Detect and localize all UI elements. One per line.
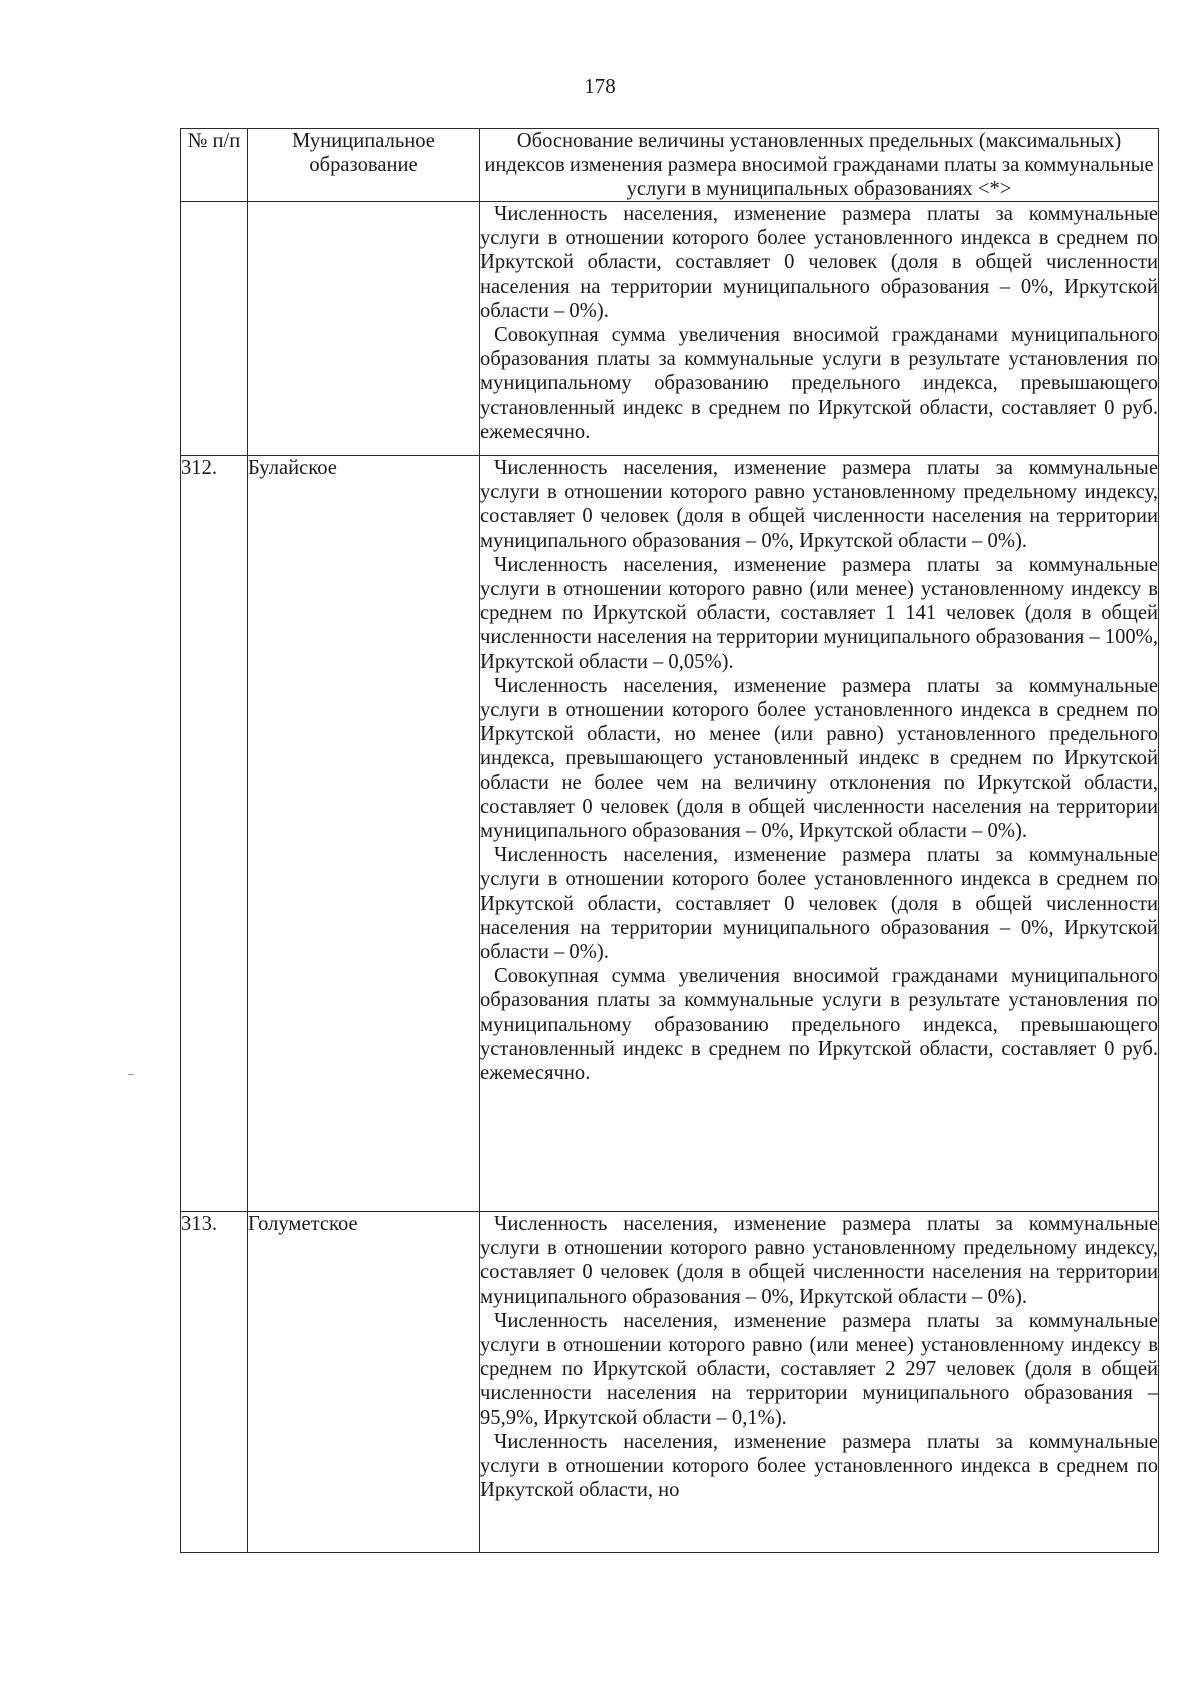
justification-paragraph: Численность населения, изменение размера платы за коммунальные услуги в отношении которого равно (или менее) установленному индексу в среднем по Иркутской области, составляет 2 297 человек (доля в общей численности населения на территории муниципального образования – 95,9%, Иркутской области – 0,1%). [480, 1309, 1158, 1429]
justification-paragraph: Численность населения, изменение размера платы за коммунальные услуги в отношении которого равно (или менее) установленному индексу в среднем по Иркутской области, составляет 1 141 человек (доля в общей численности населения на территории муниципального образования – 100%, Иркутской области – 0,05%). [480, 553, 1158, 673]
justification-clip [480, 1212, 1158, 1550]
row-municipality: Булайское [248, 456, 480, 1212]
table-header-row [181, 129, 1159, 202]
table-row [181, 456, 1159, 1212]
header-municipality: Муниципальное образование [248, 129, 480, 202]
justification-paragraph: Численность населения, изменение размера платы за коммунальные услуги в отношении которого равно установленному предельному индексу, составляет 0 человек (доля в общей численности населения на территории муниципального образования – 0%, Иркутской области – 0%). [480, 457, 1158, 552]
header-justification: Обоснование величины установленных предельных (максимальных) индексов изменения размера вносимой гражданами платы за коммунальные услуги в муниципальных образованиях <*> [480, 129, 1159, 202]
scan-margin-mark [128, 1074, 134, 1075]
justification-paragraph: Численность населения, изменение размера платы за коммунальные услуги в отношении которого более установленного индекса в среднем по Иркутской области, составляет 0 человек (доля в общей численности населения на территории муниципального образования – 0%, Иркутской области – 0%). [480, 203, 1158, 322]
page-number: 178 [584, 74, 616, 98]
row-justification [480, 1212, 1159, 1553]
justification-paragraph: Численность населения, изменение размера платы за коммунальные услуги в отношении которого более установленного индекса в среднем по Иркутской области, но менее (или равно) установленного предельного индекса, превышающего установленный индекс в среднем по Иркутской области не более чем на величину отклонения по Иркутской области, составляет 0 человек (доля в общей численности населения на территории муниципального образования – 0%, Иркутской области – 0%). [480, 674, 1158, 843]
row-number [181, 202, 248, 456]
row-municipality: Голуметское [248, 1212, 480, 1553]
row-justification [480, 456, 1159, 1212]
header-number: № п/п [181, 129, 248, 202]
row-number: 313. [181, 1212, 248, 1553]
justification-paragraph: Численность населения, изменение размера платы за коммунальные услуги в отношении которого более установленного индекса в среднем по Иркутской области, составляет 0 человек (доля в общей численности населения на территории муниципального образования – 0%, Иркутской области – 0%). [480, 844, 1158, 964]
table-row [181, 202, 1159, 456]
justification-paragraph: Совокупная сумма увеличения вносимой гражданами муниципального образования платы за коммунальные услуги в результате установления по муниципальному образованию предельного индекса, превышающего установленный индекс в среднем по Иркутской области, составляет 0 руб. ежемесячно. [480, 324, 1158, 443]
row-municipality [248, 202, 480, 456]
justification-paragraph: Численность населения, изменение размера платы за коммунальные услуги в отношении которого более установленного индекса в среднем по Иркутской области, но [480, 1430, 1158, 1502]
justification-paragraph: Численность населения, изменение размера платы за коммунальные услуги в отношении которого равно установленному предельному индексу, составляет 0 человек (доля в общей численности населения на территории муниципального образования – 0%, Иркутской области – 0%). [480, 1213, 1158, 1308]
justification-paragraph: Совокупная сумма увеличения вносимой гражданами муниципального образования платы за коммунальные услуги в результате установления по муниципальному образованию предельного индекса, превышающего установленный индекс в среднем по Иркутской области, составляет 0 руб. ежемесячно. [480, 965, 1158, 1085]
row-justification [480, 202, 1159, 456]
row-number: 312. [181, 456, 248, 1212]
tariff-index-table [180, 128, 1159, 1553]
table-row [181, 1212, 1159, 1553]
